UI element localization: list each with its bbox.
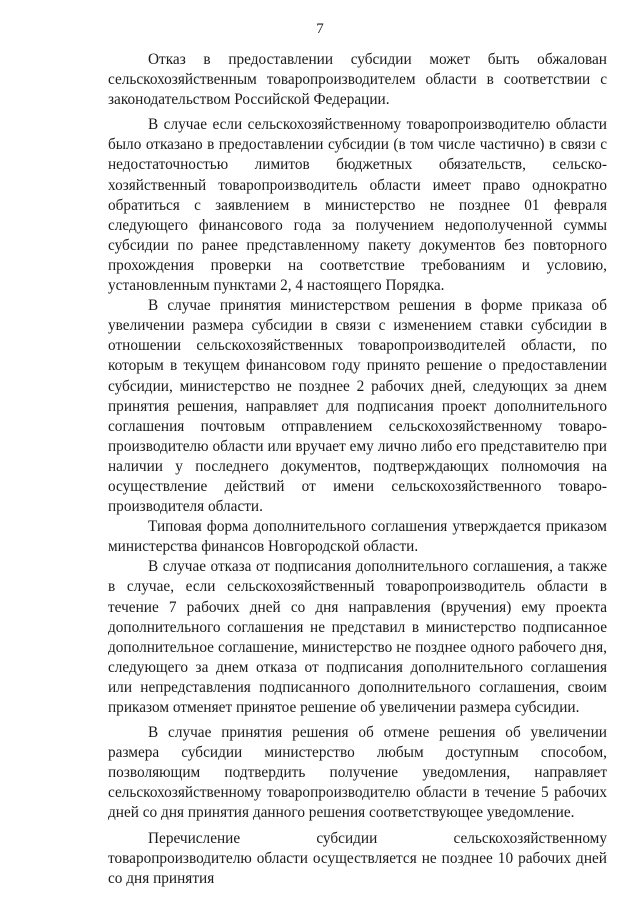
- paragraph-limits-refusal: В случае если сельскохозяйственному товаропроизводителю области было отказано в предоставлении субсидии (в том числе частично) в связи с недостаточностью лимитов бюджетных обязательств, сельско-хозяйственный товаропроизводитель области имеет право однократно обратиться с заявлением в министерство не позднее 01 февраля следующего финансового года за получением недополученной суммы субсидии по ранее представленному пакету документов без повторного прохождения проверки на соответствие требованиям и условию, установленным пунктами 2, 4 настоящего Порядка.: [108, 116, 607, 295]
- paragraph-transfer: Перечисление субсидии сельскохозяйственному товаропроизводителю области осуществляется не позднее 10 рабочих дней со дня принятия: [108, 829, 607, 887]
- paragraph-cancellation-notice: В случае принятия решения об отмене решения об увеличении размера субсидии министерство любым доступным способом, позволяющим подтвердить получение уведомления, направляет сельскохозяйственному товаропроизводителю области в течение 5 рабочих дней со дня принятия данного решения соответствующее уведомление.: [108, 724, 607, 822]
- paragraph-appeal: Отказ в предоставлении субсидии может быть обжалован сельскохозяйственным товаропроизводителем области в соответствии с законодательством Российской Федерации.: [108, 51, 607, 109]
- paragraph-signing-refusal: В случае отказа от подписания дополнительного соглашения, а также в случае, если сельскохозяйственный товаропроизводитель области в течение 7 рабочих дней со дня направления (вручения) ему проекта дополнительного соглашения не представил в министерство подписанное дополнительное соглашение, министерство не позднее одного рабочего дня, следующего за днем отказа от подписания дополнительного соглашения или непредставления подписанного дополнительного соглашения, своим приказом отменяет принятое решение об увеличении размера субсидии.: [108, 558, 607, 716]
- page-number: 7: [316, 21, 324, 37]
- document-body: [108, 50, 607, 889]
- paragraph-standard-form: Типовая форма дополнительного соглашения утверждается приказом министерства финансов Новгородской области.: [108, 518, 607, 556]
- paragraph-subsidy-increase: В случае принятия министерством решения в форме приказа об увеличении размера субсидии в связи с изменением ставки субсидии в отношении сельскохозяйственных товаропроизводителей области, по которым в текущем финансовом году принято решение о предоставлении субсидии, министерство не позднее 2 рабочих дней, следующих за днем принятия решения, направляет для подписания проект дополнительного соглашения почтовым отправлением сельскохозяйственному товаро-производителю области или вручает ему лично либо его представителю при наличии у последнего документов, подтверждающих полномочия на осуществление действий от имени сельскохозяйственного товаро-производителя области.: [108, 297, 607, 516]
